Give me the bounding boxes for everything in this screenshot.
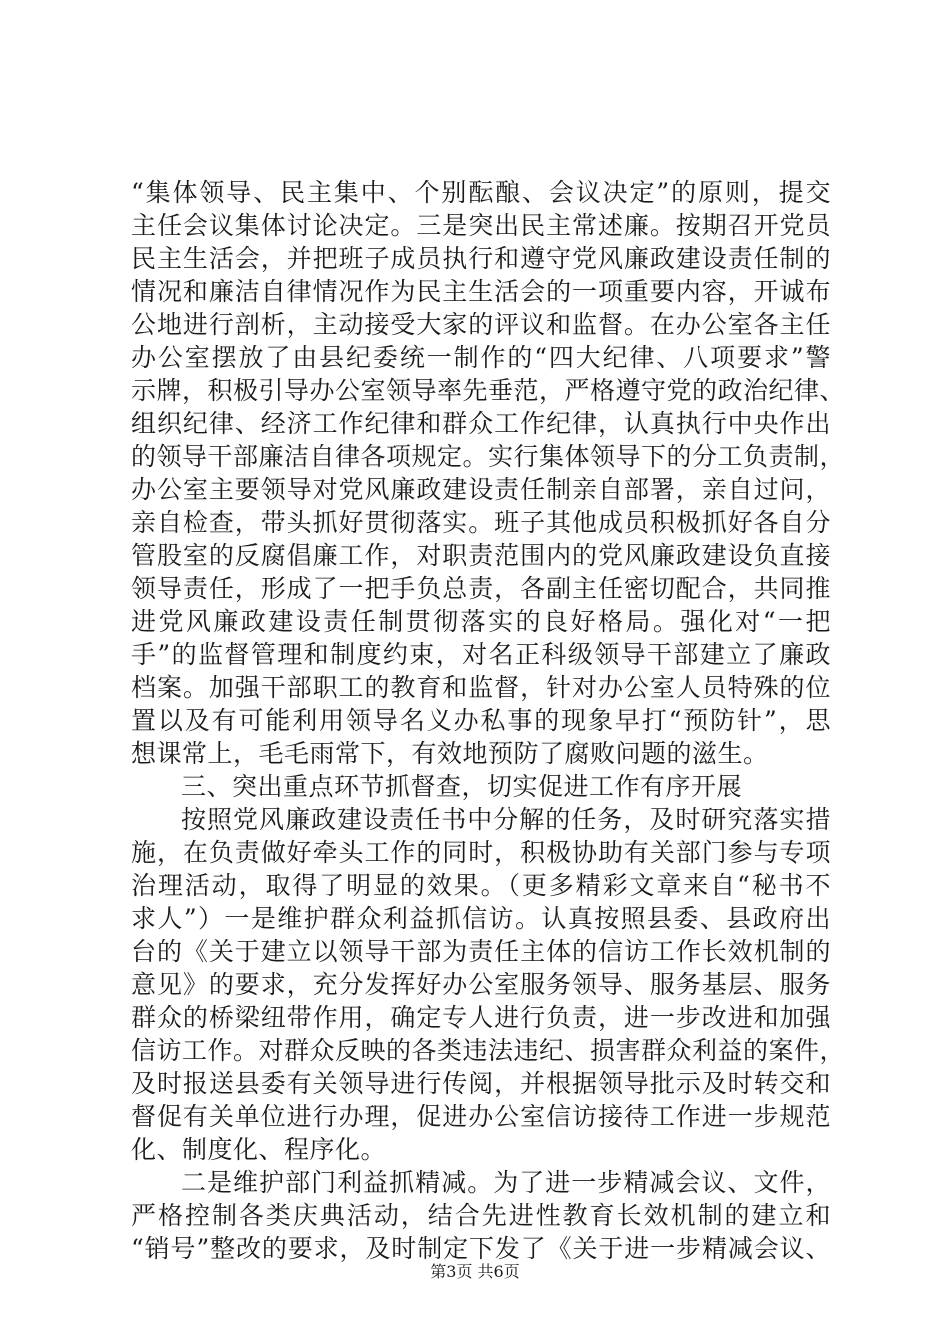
text-line: 群众的桥梁纽带作用，确定专人进行负责，进一步改进和加强 bbox=[131, 1003, 831, 1032]
text-line: 领导责任，形成了一把手负总责，各副主任密切配合，共同推 bbox=[131, 574, 831, 603]
page-number-footer: 第3页 共6页 bbox=[430, 1262, 520, 1281]
text-line: 治理活动，取得了明显的效果。（更多精彩文章来自“秘书不 bbox=[131, 871, 831, 900]
text-line: 手”的监督管理和制度约束，对名正科级领导干部建立了廉政 bbox=[131, 640, 831, 669]
text-line: 进党风廉政建设责任制贯彻落实的良好格局。强化对“一把 bbox=[131, 607, 831, 636]
text-line: 档案。加强干部职工的教育和监督，针对办公室人员特殊的位 bbox=[131, 673, 831, 702]
text-line: 求人”）一是维护群众利益抓信访。认真按照县委、县政府出 bbox=[131, 904, 831, 933]
text-line: 公地进行剖析，主动接受大家的评议和监督。在办公室各主任 bbox=[131, 310, 831, 339]
document-body bbox=[131, 176, 846, 1265]
section-heading: 三、突出重点环节抓督查，切实促进工作有序开展 bbox=[181, 772, 743, 801]
text-line: 信访工作。对群众反映的各类违法违纪、损害群众利益的案件， bbox=[131, 1036, 846, 1065]
text-line: 想课常上，毛毛雨常下，有效地预防了腐败问题的滋生。 bbox=[131, 739, 769, 768]
text-line: 施，在负责做好牵头工作的同时，积极协助有关部门参与专项 bbox=[131, 838, 831, 867]
text-line: 民主生活会，并把班子成员执行和遵守党风廉政建设责任制的 bbox=[131, 244, 831, 273]
text-line: “销号”整改的要求，及时制定下发了《关于进一步精减会议、 bbox=[131, 1234, 831, 1263]
text-line: 示牌，积极引导办公室领导率先垂范，严格遵守党的政治纪律、 bbox=[131, 376, 846, 405]
text-line: 的领导干部廉洁自律各项规定。实行集体领导下的分工负责制， bbox=[131, 442, 846, 471]
text-line: 办公室摆放了由县纪委统一制作的“四大纪律、八项要求”警 bbox=[131, 343, 831, 372]
text-line: 办公室主要领导对党风廉政建设责任制亲自部署，亲自过问， bbox=[131, 475, 831, 504]
text-line: 主任会议集体讨论决定。三是突出民主常述廉。按期召开党员 bbox=[131, 211, 831, 240]
text-line: 严格控制各类庆典活动，结合先进性教育长效机制的建立和 bbox=[131, 1201, 831, 1230]
text-line: 管股室的反腐倡廉工作，对职责范围内的党风廉政建设负直接 bbox=[131, 541, 831, 570]
text-line: 组织纪律、经济工作纪律和群众工作纪律，认真执行中央作出 bbox=[131, 409, 831, 438]
text-line: 置以及有可能利用领导名义办私事的现象早打“预防针”，思 bbox=[131, 706, 831, 735]
text-line: 亲自检查，带头抓好贯彻落实。班子其他成员积极抓好各自分 bbox=[131, 508, 831, 537]
text-line: 按照党风廉政建设责任书中分解的任务，及时研究落实措 bbox=[181, 805, 831, 834]
text-line: 台的《关于建立以领导干部为责任主体的信访工作长效机制的 bbox=[131, 937, 831, 966]
text-line: 情况和廉洁自律情况作为民主生活会的一项重要内容，开诚布 bbox=[131, 277, 831, 306]
text-line: 意见》的要求，充分发挥好办公室服务领导、服务基层、服务 bbox=[131, 970, 831, 999]
text-line: “集体领导、民主集中、个别酝酿、会议决定”的原则，提交 bbox=[131, 178, 831, 207]
text-line: 督促有关单位进行办理，促进办公室信访接待工作进一步规范 bbox=[131, 1102, 831, 1131]
text-line: 及时报送县委有关领导进行传阅，并根据领导批示及时转交和 bbox=[131, 1069, 831, 1098]
text-line: 二是维护部门利益抓精减。为了进一步精减会议、文件， bbox=[181, 1168, 831, 1197]
text-line: 化、制度化、程序化。 bbox=[131, 1135, 387, 1164]
